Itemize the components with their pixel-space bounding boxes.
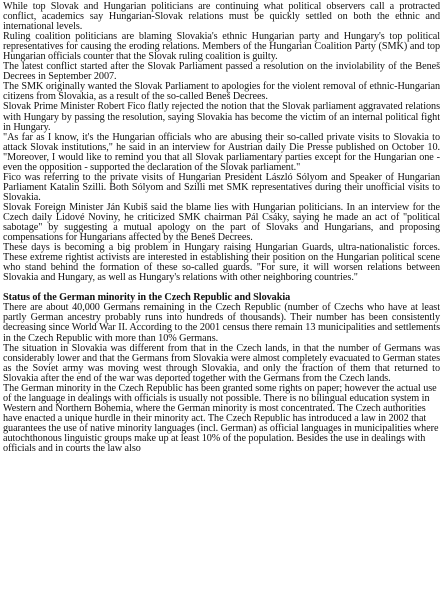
paragraph: The SMK originally wanted the Slovak Parliament to apologies for the violent removal of ethnic-Hungarian citizens from Slovakia, as a result of the so-called Beneš Decrees.: [3, 81, 440, 103]
paragraph: There are about 40,000 Germans remaining in the Czech Republic (number of Czechs who have at least partly German ancestry probably runs into hundreds of thousands). Their number has been consistently decreasing since World War II. According to the 2001 census there remain 13 municipalities and settlements in the Czech Republic with more than 10% Germans.: [3, 302, 440, 344]
paragraph: Slovak Prime Minister Robert Fico flatly rejected the notion that the Slovak parliament aggravated relations with Hungary by passing the resolution, saying Slovakia has become the victim of an internal political fight in Hungary.: [3, 101, 440, 133]
paragraph: These days is becoming a big problem in Hungary raising Hungarian Guards, ultra-nationalistic forces. These extreme rightist activists are interested in establishing their position on the Hungarian political scene who stand behind the formation of these so-called guards. "For sure, it will worsen relations between Slovakia and Hungary, as well as Hungary's relations with other neighboring countries.": [3, 242, 440, 284]
paragraph: Ruling coalition politicians are blaming Slovakia's ethnic Hungarian party and Hungary's top political representatives for causing the eroding relations. Members of the Hungarian Coalition Party (SMK) and top Hungarian officials counter that the Slovak ruling coalition is guilty.: [3, 31, 440, 63]
section-heading: Status of the German minority in the Czech Republic and Slovakia: [3, 292, 291, 304]
document-page: [3, 2, 440, 454]
paragraph: "As far as I know, it's the Hungarian officials who are abusing their so-called private visits to Slovakia to attack Slovak institutions," he said in an interview for Austrian daily Die Presse published on October 10. "Moreover, I would like to remind you that all Slovak parliamentary parties except for the Hungarian one - even the opposition - supported the declaration of the Slovak parliament.": [3, 131, 440, 173]
article-body-bottom: [3, 303, 440, 454]
paragraph: The German minority in the Czech Republic has been granted some rights on paper; however the actual use of the language in dealings with officials is usually not possible. There is no bilingual education system in Western and Northern Bohemia, where the German minority is most concentrated. The Czech authorities have enacted a unique hurdle in their minority act. The Czech Republic has introduced a law in 2002 that guarantees the use of native minority languages (incl. German) as official languages in municipalities where autochthonous linguistic groups make up at least 10% of the population. Besides the use in dealings with officials and in courts the law also: [3, 382, 439, 455]
paragraph: Fico was referring to the private visits of Hungarian President László Sólyom and Speaker of Hungarian Parliament Katalin Szilli. Both Sólyom and Szilli met SMK representatives during their unofficial visits to Slovakia.: [3, 171, 440, 203]
article-body-top: [3, 2, 440, 283]
paragraph: The situation in Slovakia was different from that in the Czech lands, in that the number of Germans was considerably lower and that the Germans from Slovakia were almost completely evacuated to German states as the Soviet army was moving west through Slovakia, and only the fraction of them that returned to Slovakia after the end of the war was deported together with the Germans from the Czech lands.: [3, 342, 440, 384]
paragraph: While top Slovak and Hungarian politicians are continuing what political observers call a protracted conflict, academics say Hungarian-Slovak relations must be quickly settled on both the ethnic and international levels.: [3, 1, 440, 33]
paragraph: The latest conflict started after the Slovak Parliament passed a resolution on the inviolability of the Beneš Decrees in September 2007.: [3, 61, 440, 83]
paragraph: Slovak Foreign Minister Ján Kubiš said the blame lies with Hungarian politicians. In an interview for the Czech daily Lidové Noviny, he criticized SMK chairman Pál Csáky, saying he made an act of "political sabotage" by suggesting a mutual apology on the part of Slovaks and Hungarians, and proposing compensations for Hungarians affected by the Beneš Decrees.: [3, 201, 440, 244]
